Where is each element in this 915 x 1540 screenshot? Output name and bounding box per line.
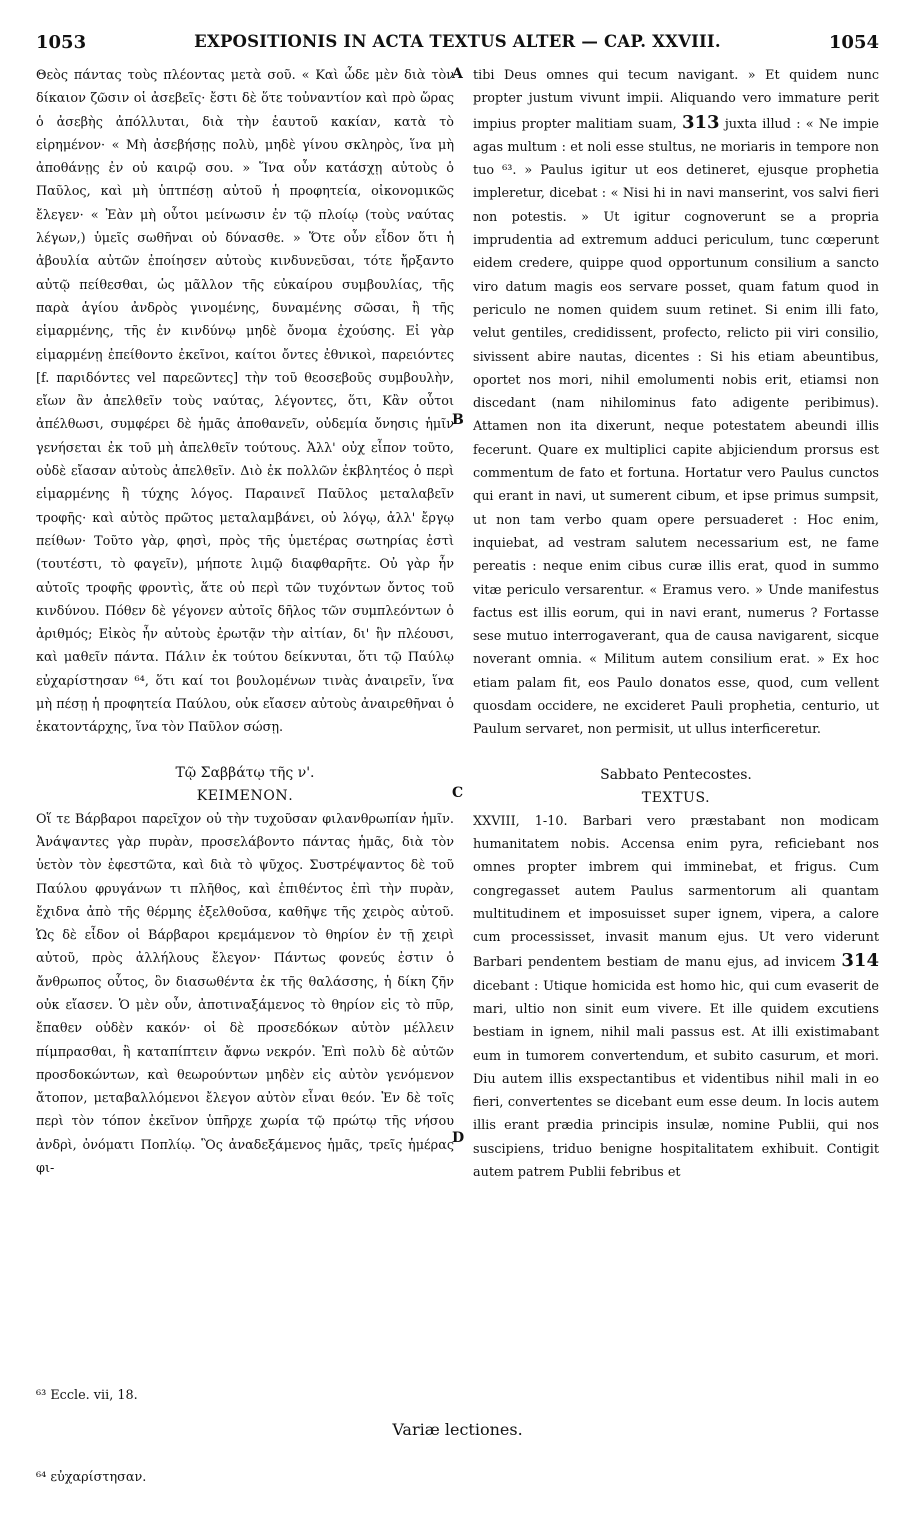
left-page-number: 1053	[36, 32, 87, 53]
footnote-64: ⁶⁴ εὐχαρίστησαν.	[36, 1470, 147, 1485]
running-title: EXPOSITIONIS IN ACTA TEXTUS ALTER — CAP. XXVIII.	[194, 32, 721, 51]
greek-section-heading: Τῷ Σαββάτῳ τῆς ν'.	[175, 764, 315, 781]
latin-text-part1: XXVIII, 1-10. Barbari vero præstabant non modicam humanitatem nobis. Accensa enim pyra, reficiebant nos omnes propter imbrem qui imminebat, et frigus. Cum congregasset autem Paulus sarmentorum ali quantam multitudinem et imposuisset super ignem, vipera, a calore cum processisset, invasit manum ejus. Ut vero viderunt Barbari pendentem bestiam de manu ejus, ad invicem	[473, 813, 879, 971]
greek-text-heading: ΚΕΙΜΕΝΟΝ.	[196, 787, 294, 804]
margin-marker-d: D	[452, 1130, 465, 1146]
inline-page-number-313: 313	[681, 111, 720, 133]
latin-commentary-part2: juxta illud : « Ne impie agas multum : et noli esse stultus, ne moriaris in tempore non tuo ⁶³. » Paulus igitur ut eos detineret, ejusque prophetia impleretur, dicebat : « Nisi hi in navi manserint, vos salvi fieri non potestis. » Ut igitur cognoverunt se a propria imprudentia ad extremum adduci periculum, tunc cœperunt eidem credere, quippe quod opportunum consilium a sancto viro datum magis eos servare posset, quam fatum quod in periculo ne nomen quidem suum retinet. Si enim illi fato, velut gentiles, credidissent, profecto, relicto pii viri consilio, sivissent abire nautas, dicentes : Si his etiam abeuntibus, oportet nos mori, nihil emolumenti nobis erit, etiamsi non discedant (nam nihilominus fato adigente peribimus). Attamen non ita dixerunt, neque potestatem abeundi illis fecerunt. Quare ex multiplici capite abjiciendum prorsus est commentum de fato et fortuna. Hortatur vero Paulus cunctos qui erant in navi, ut sumerent cibum, et ipse primus sumpsit, ut non tam verbo quam opere persuaderet : Hoc enim, inquiebat, ad vestram salutem necessarium est, ne fame pereatis : neque enim cibus curæ illis erat, quod in summo vitæ periculo versarentur. « Eramus vero. » Unde manifestus factus est illis eorum, qui in navi erant, numerus ? Fortasse sese mutuo interrogaverant, qua de causa navigarent, sicque noverant omnia. « Militum autem consilium erat. » Ex hoc etiam palam fit, eos Paulo donatos esse, quod, cum vellent quosdam occidere, ne excideret Pauli prophetia, centurio, ut Paulum servaret, non permisit, ut ullus interficeretur.	[473, 116, 880, 738]
latin-text-part2: dicebant : Utique homicida est homo hic, qui cum evaserit de mari, ultio non sinit eum vivere. Et ille quidem excutiens bestiam in ignem, nihil mali passus est. At illi existimabant eum in tumorem convertendum, et subito casurum, et mori. Diu autem illis exspectantibus et videntibus nihil mali in eo fieri, convertentes se dicebant eum esse deum. In locis autem illis erant prædia principis insulæ, nomine Publii, qui nos suscipiens, triduo benigne hospitalitatem exhibuit. Contigit autem patrem Publii febribus et	[473, 978, 879, 1181]
latin-text-heading: TEXTUS.	[641, 789, 711, 806]
latin-commentary-part1: tibi Deus omnes qui tecum navigant. » Et quidem nunc propter justum vivunt impii. Aliquando vero immature perit impius propter malitiam suam,	[473, 68, 879, 132]
latin-column	[473, 64, 879, 1184]
inline-page-number-314: 314	[841, 950, 879, 972]
margin-marker-b: B	[452, 412, 464, 428]
footnote-63: ⁶³ Eccle. vii, 18.	[36, 1388, 138, 1403]
variae-lectiones-heading: Variæ lectiones.	[392, 1420, 523, 1439]
right-page-number: 1054	[828, 32, 879, 53]
latin-section-heading: Sabbato Pentecostes.	[600, 766, 752, 783]
margin-marker-a: A	[452, 66, 463, 82]
running-header	[36, 32, 879, 58]
margin-marker-c: C	[452, 785, 464, 801]
greek-column	[36, 64, 454, 1180]
latin-commentary	[473, 64, 879, 742]
latin-biblical-text	[473, 810, 879, 1185]
greek-biblical-text: Οἵ τε Βάρβαροι παρεῖχον οὐ τὴν τυχοῦσαν φιλανθρωπίαν ἡμῖν. Ἀνάψαντες γὰρ πυρὰν, προσελάβοντο πάντας ἡμᾶς, διὰ τὸν ὑετὸν τὸν ἐφεστῶτα, καὶ διὰ τὸ ψῦχος. Συστρέψαντος δὲ τοῦ Παύλου φρυγάνων τι πλῆθος, καὶ ἐπιθέντος ἐπὶ τὴν πυρὰν, ἔχιδνα ἀπὸ τῆς θέρμης ἐξελθοῦσα, καθῆψε τῆς χειρὸς αὐτοῦ. Ὡς δὲ εἶδον οἱ Βάρβαροι κρεμάμενον τὸ θηρίον ἐν τῇ χειρὶ αὐτοῦ, πρὸς ἀλλήλους ἔλεγον· Πάντως φονεύς ἐστιν ὁ ἄνθρωπος οὗτος, ὃν διασωθέντα ἐκ τῆς θαλάσσης, ἡ δίκη ζῆν οὐκ εἴασεν. Ὁ μὲν οὖν, ἀποτιναξάμενος τὸ θηρίον εἰς τὸ πῦρ, ἔπαθεν οὐδὲν κακόν· οἱ δὲ προσεδόκων αὐτὸν μέλλειν πίμπρασθαι, ἢ καταπίπτειν ἄφνω νεκρόν. Ἐπὶ πολὺ δὲ αὐτῶν προσδοκώντων, καὶ θεωρούντων μηδὲν εἰς αὐτὸν γενόμενον ἄτοπον, μεταβαλλόμενοι ἔλεγον αὐτὸν εἶναι θεόν. Ἐν δὲ τοῖς περὶ τὸν τόπον ἐκεῖνον ὑπῆρχε χωρία τῷ πρώτῳ τῆς νήσου ἀνδρὶ, ὀνόματι Ποπλίῳ. Ὃς ἀναδεξάμενος ἡμᾶς, τρεῖς ἡμέρας φι-	[36, 811, 454, 1177]
greek-commentary: Θεὸς πάντας τοὺς πλέοντας μετὰ σοῦ. « Καὶ ὧδε μὲν διὰ τὸν δίκαιον ζῶσιν οἱ ἀσεβεῖς· ἔστι δὲ ὅτε τοὐναντίον καὶ πρὸ ὥρας ὁ ἀσεβὴς ἀπόλλυται, διὰ τὴν ἑαυτοῦ κακίαν, κατὰ τὸ εἰρημένον· « Μὴ ἀσεβήσῃς πολὺ, μηδὲ γίνου σκληρὸς, ἵνα μὴ ἀποθάνῃς ἐν οὐ καιρῷ σου. » Ἵνα οὖν κατάσχῃ αὐτοὺς ὁ Παῦλος, καὶ μὴ ὑπτπέσῃ αὐτοῦ ἡ προφητεία, οἰκονομικῶς ἔλεγεν· « Ἐὰν μὴ οὗτοι μείνωσιν ἐν τῷ πλοίῳ (τοὺς ναύτας λέγων,) ὑμεῖς σωθῆναι οὐ δύνασθε. » Ὅτε οὖν εἶδον ὅτι ἡ ἀβουλία αὐτῶν ἐποίησεν αὐτοὺς κινδυνεῦσαι, τότε ἤρξαντο αὐτῷ πείθεσθαι, ὡς μᾶλλον τῆς εὐκαίρου συμβουλίας, τῆς παρὰ ἁγίου ἀνδρὸς γινομένης, δυναμένης σῶσαι, ἢ τῆς εἱμαρμένης, τῆς ἐν κινδύνῳ μηδὲ ὄνομα ἐχούσης. Εἰ γὰρ εἱμαρμένῃ ἐπείθοντο ἐκεῖνοι, καίτοι ὄντες ἐθνικοὶ, παρειόντες [f. παριδόντες vel παρεῶντες] τὴν τοῦ θεοσεβοῦς συμβουλὴν, εἴων ἂν ἀπελθεῖν τοὺς ναύτας, λέγοντες, ὅτι, Κἂν οὗτοι ἀπέλθωσι, συμφέρει δὲ ἡμᾶς ἀποθανεῖν, οὐδεμία ὄνησις ἡμῖν γενήσεται ἐκ τοῦ μὴ ἀπελθεῖν τούτους. Ἀλλ' οὐχ εἶπον τοῦτο, οὐδὲ εἴασαν αὐτοὺς ἀπελθεῖν. Διὸ ἐκ πολλῶν ἐκβλητέος ὁ περὶ εἱμαρμένης ἢ τύχης λόγος. Παραινεῖ Παῦλος μεταλαβεῖν τροφῆς· καὶ αὐτὸς πρῶτος μεταλαμβάνει, οὐ λόγῳ, ἀλλ' ἔργῳ πείθων· Τοῦτο γὰρ, φησὶ, πρὸς τῆς ὑμετέρας σωτηρίας ἐστὶ (τουτέστι, τὸ φαγεῖν), μήποτε λιμῷ διαφθαρῆτε. Οὐ γὰρ ἦν αὐτοῖς τροφῆς φροντὶς, ἅτε οὐ περὶ τῶν τυχόντων ὄντος τοῦ κινδύνου. Πόθεν δὲ γέγονεν αὐτοῖς δῆλος τῶν συμπλεόντων ὁ ἀριθμός; Εἰκὸς ἦν αὐτοὺς ἐρωτᾷν τὴν αἰτίαν, δι' ἣν πλέουσι, καὶ μαθεῖν πάντα. Πάλιν ἐκ τούτου δείκνυται, ὅτι τῷ Παύλῳ εὐχαρίστησαν ⁶⁴, ὅτι καί τοι βουλομένων τινὰς ἀναιρεῖν, ἵνα μὴ πέσῃ ἡ προφητεία Παύλου, οὐκ εἴασεν αὐτοὺς ἀναιρεθῆναι ὁ ἑκατοντάρχης, ἵνα τὸν Παῦλον σώσῃ.	[36, 68, 454, 736]
